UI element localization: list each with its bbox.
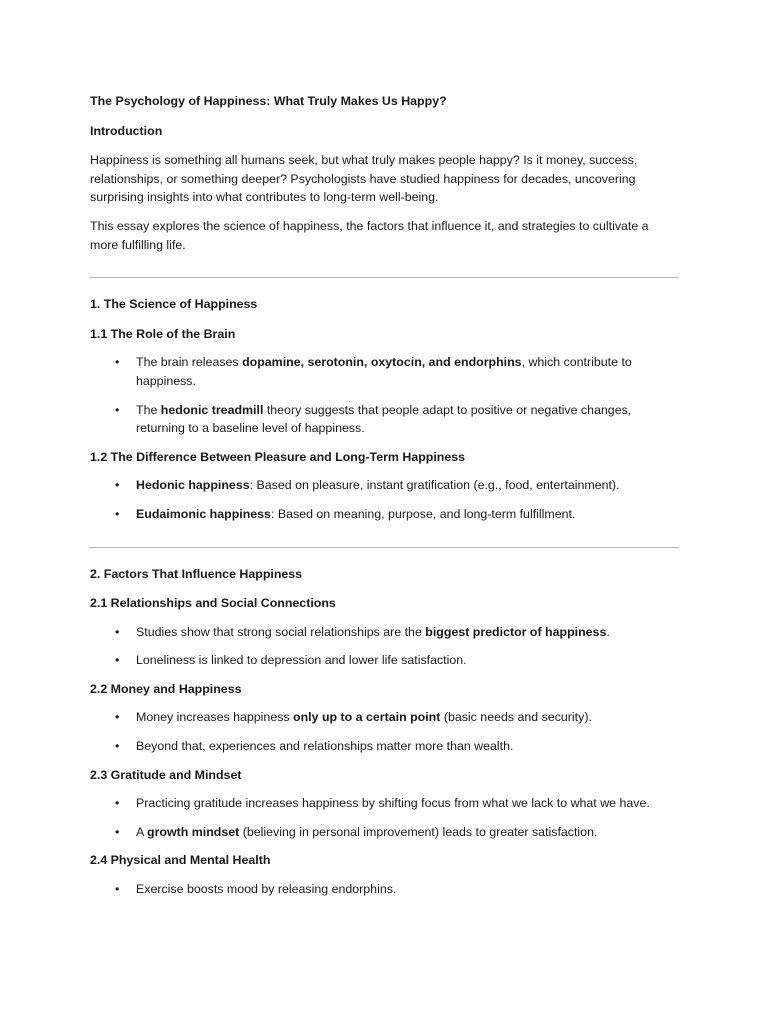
bullet-icon: • [115,739,120,754]
bullet-text: . [606,624,610,639]
bullet-text: (basic needs and security). [440,710,592,725]
section-2-heading: 2. Factors That Influence Happiness [90,566,303,581]
section-1-heading: 1. The Science of Happiness [90,297,258,312]
bullet-icon: • [115,355,120,370]
subsection-2-2-heading: 2.2 Money and Happiness [90,681,242,696]
intro-paragraph-1: Happiness is something all humans seek, but what truly makes people happy? Is it money, success, relationships, or something deeper? Psychologists have studied happiness for decades, uncovering surprising insights into what contributes to long-term well-being. [90,153,638,205]
list-item [90,823,680,842]
bullet-bold-text: Hedonic happiness [136,478,250,493]
bullet-text: : Based on pleasure, instant gratification (e.g., food, entertainment). [249,478,620,493]
bullet-text: : Based on meaning, purpose, and long-term fulfillment. [270,506,576,521]
intro-paragraph-2: This essay explores the science of happiness, the factors that influence it, and strategies to cultivate a more fulfilling life. [90,218,649,252]
list-item [90,401,680,438]
bullet-icon: • [115,824,120,839]
bullet-icon: • [115,402,120,417]
bullet-icon: • [115,624,120,639]
bullet-bold-text: dopamine, serotonin, oxytocin, and endorphins [242,355,522,370]
list-item [90,476,680,495]
bullet-list [90,880,680,899]
list-item [90,505,680,524]
section-divider [89,277,679,278]
subsection-1-1-heading: 1.1 The Role of the Brain [90,326,236,341]
bullet-text: Loneliness is linked to depression and lower life satisfaction. [136,653,467,668]
bullet-text: Beyond that, experiences and relationships matter more than wealth. [136,739,514,754]
bullet-list [90,708,680,755]
bullet-text: , which contribute to happiness. [136,355,632,388]
document-page [90,92,680,909]
bullet-text: A [136,824,148,839]
subsection-2-1-heading: 2.1 Relationships and Social Connections [90,596,336,611]
bullet-icon: • [115,478,120,493]
section-divider [89,547,679,548]
list-item [90,623,680,642]
bullet-text: Practicing gratitude increases happiness by shifting focus from what we lack to what we have. [136,796,650,811]
intro-heading: Introduction [90,123,163,138]
list-item [90,737,680,756]
bullet-list [90,794,680,841]
bullet-text: Exercise boosts mood by releasing endorphins. [136,882,397,897]
document-title: The Psychology of Happiness: What Truly Makes Us Happy? [90,94,447,108]
bullet-bold-text: growth mindset [147,824,240,839]
subsection-1-2-heading: 1.2 The Difference Between Pleasure and Long-Term Happiness [90,449,466,464]
bullet-text: Money increases happiness [136,710,294,725]
subsection-2-3-heading: 2.3 Gratitude and Mindset [90,767,242,782]
bullet-text: The [136,402,161,417]
bullet-list [90,623,680,670]
bullet-bold-text: biggest predictor of happiness [425,624,607,639]
subsection-2-4-heading: 2.4 Physical and Mental Health [90,853,271,868]
bullet-text: The brain releases [136,355,243,370]
bullet-text: Studies show that strong social relationships are the [136,624,426,639]
bullet-text: theory suggests that people adapt to positive or negative changes, returning to a baseline level of happiness. [136,402,632,436]
list-item [90,794,680,813]
bullet-icon: • [115,710,120,725]
list-item [90,353,680,390]
bullet-icon: • [115,882,120,897]
bullet-list [90,476,680,523]
list-item [90,651,680,670]
bullet-text: (believing in personal improvement) leads to greater satisfaction. [239,824,598,839]
bullet-list [90,353,680,437]
bullet-icon: • [115,506,120,521]
list-item [90,880,680,899]
bullet-bold-text: hedonic treadmill [160,402,264,417]
bullet-bold-text: Eudaimonic happiness [136,506,271,521]
bullet-icon: • [115,796,120,811]
bullet-icon: • [115,653,120,668]
bullet-bold-text: only up to a certain point [293,710,441,725]
list-item [90,708,680,727]
